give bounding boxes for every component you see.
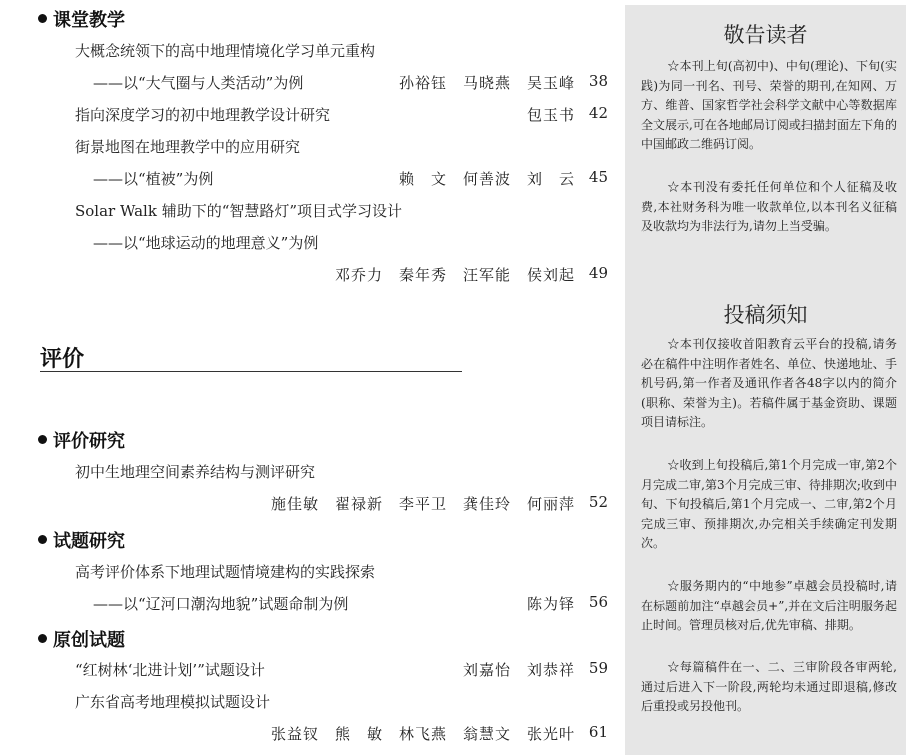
page-number: 59: [588, 659, 608, 677]
article-authors: 张益钗 熊 敏 林飞燕 翁慧文 张光叶: [270, 725, 575, 743]
article-subtitle: ——以“辽河口潮沟地貌”试题命制为例: [93, 595, 349, 613]
submission-paragraph: ☆服务期内的“中地参”卓越会员投稿时,请在标题前加注“卓越会员+”,并在文后注明服务起止时间。管理员核对后,优先审稿、排期。: [641, 579, 897, 633]
submission-paragraph: ☆收到上旬投稿后,第1个月完成一审,第2个月完成二审,第3个月完成三审、待排期次;收到中旬、下旬投稿后,第1个月完成一、二审,第2个月完成三审、预排期次,办完相关手续确定刊发期次。: [641, 458, 897, 551]
article-title: Solar Walk 辅助下的“智慧路灯”项目式学习设计: [75, 202, 403, 220]
article-title: 高考评价体系下地理试题情境建构的实践探索: [75, 563, 376, 581]
article-authors: 赖 文 何善波 刘 云: [398, 170, 575, 188]
article-subtitle: ——以“地球运动的地理意义”为例: [93, 234, 319, 252]
bullet-icon: [38, 535, 47, 544]
notice-paragraph: ☆本刊没有委托任何单位和个人征稿及收费,本社财务科为唯一收款单位,以本刊名义征稿及收款均为非法行为,请勿上当受骗。: [641, 180, 897, 234]
section-heading-eval-research: 评价研究: [38, 427, 125, 453]
article-title: “红树林‘北进计划’”试题设计: [75, 661, 265, 679]
notice-title: 敬告读者: [723, 23, 808, 47]
page-number: 38: [588, 72, 608, 90]
section-heading-classroom: 课堂教学: [38, 6, 125, 32]
article-authors: 刘嘉怡 刘恭祥: [462, 661, 575, 679]
submission-paragraph: ☆本刊仅接收首阳教育云平台的投稿,请务必在稿件中注明作者姓名、单位、快递地址、手机号码,第一作者及通讯作者各48字以内的简介(职称、荣誉为主)。若稿件属于基金资助、课题项目请标注。: [641, 337, 897, 430]
article-authors: 包玉书: [526, 106, 575, 124]
bullet-icon: [38, 14, 47, 23]
article-subtitle: ——以“大气圈与人类活动”为例: [93, 74, 304, 92]
page-number: 56: [588, 593, 608, 611]
page-number: 52: [588, 493, 608, 511]
section-heading-exam-research: 试题研究: [38, 527, 125, 553]
article-title: 指向深度学习的初中地理教学设计研究: [75, 106, 331, 124]
article-authors: 施佳敏 翟禄新 李平卫 龚佳玲 何丽萍: [270, 495, 575, 513]
page-number: 49: [588, 264, 608, 282]
section-heading-original-items: 原创试题: [38, 626, 125, 652]
part-divider: [40, 371, 462, 372]
article-authors: 孙裕钰 马晓燕 吴玉峰: [398, 74, 575, 92]
bullet-icon: [38, 435, 47, 444]
article-title: 大概念统领下的高中地理情境化学习单元重构: [75, 42, 376, 60]
submission-paragraph: ☆每篇稿件在一、二、三审阶段各审两轮,通过后进入下一阶段,两轮均未通过即退稿,修改后重投或另投他刊。: [641, 660, 897, 714]
submission-title: 投稿须知: [723, 303, 808, 327]
article-title: 广东省高考地理模拟试题设计: [75, 693, 271, 711]
article-title: 初中生地理空间素养结构与测评研究: [75, 463, 316, 481]
notice-paragraph: ☆本刊上旬(高初中)、中旬(理论)、下旬(实践)为同一刊名、刊号、荣誉的期刊,在知网、万方、维普、国家哲学社会科学文献中心等数据库全文展示,可在各地邮局订阅或扫描封面左下角的中国邮政二维码订阅。: [641, 59, 897, 152]
article-title: 街景地图在地理教学中的应用研究: [75, 138, 301, 156]
article-authors: 邓乔力 秦年秀 汪军能 侯刘起: [334, 266, 575, 284]
sidebar-notices: [625, 5, 906, 755]
page-number: 42: [588, 104, 608, 122]
page-number: 61: [588, 723, 608, 741]
article-authors: 陈为铎: [526, 595, 575, 613]
part-title: 评价: [40, 347, 85, 372]
article-subtitle: ——以“植被”为例: [93, 170, 214, 188]
bullet-icon: [38, 634, 47, 643]
page-number: 45: [588, 168, 608, 186]
